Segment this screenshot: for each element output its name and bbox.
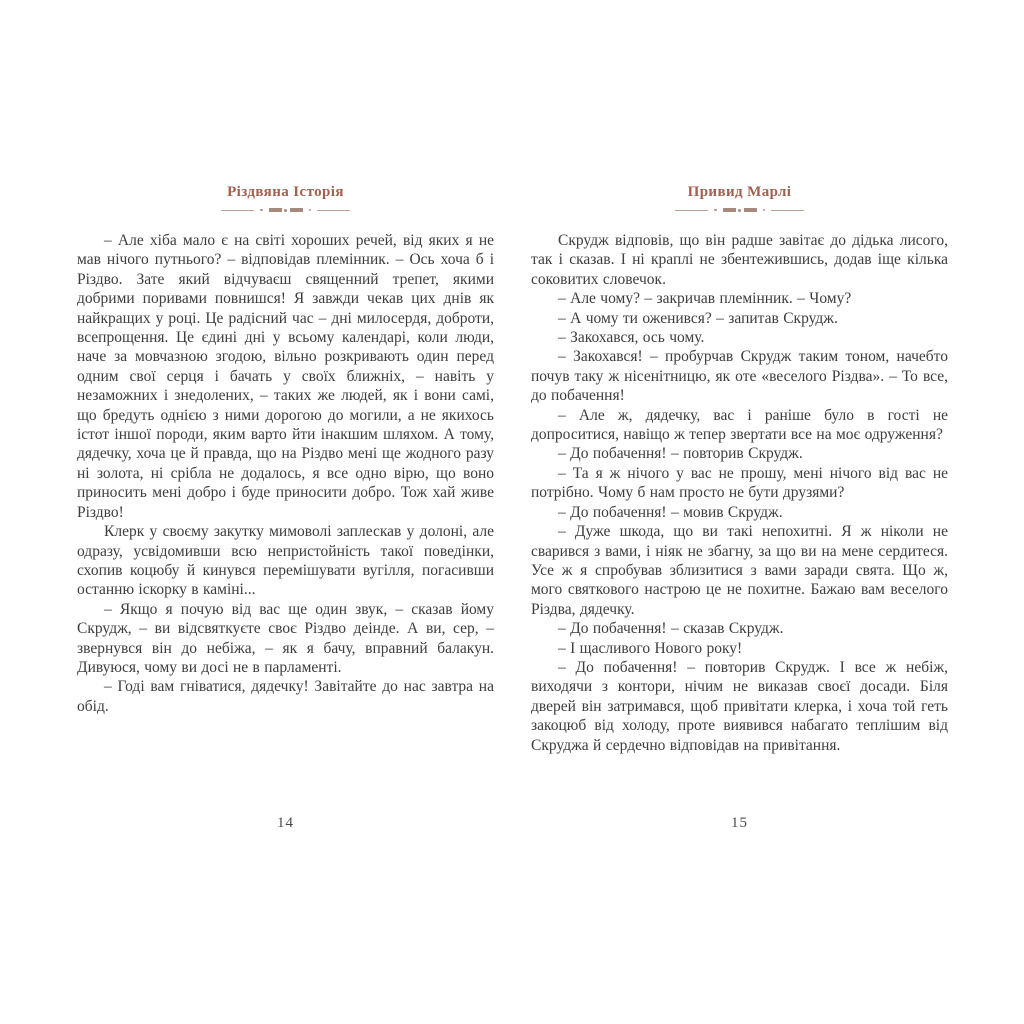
ornament-dot-icon (763, 209, 766, 212)
paragraph: – До побачення! – повторив Скрудж. І все ж небіж, виходячи з контори, нічим не виказав своєї досади. Біля дверей він затримався, щоб привітати клерка, і хоча той геть закоцюб від холоду, проте виявився набагато теплішим від Скруджа й сердечно відповідав на привітання. (531, 658, 948, 754)
ornament-rule-icon (675, 210, 708, 211)
paragraph: Клерк у своєму закутку мимоволі заплескав у долоні, але одразу, усвідомивши всю непристойність такої поведінки, схопив коцюбу й кинувся перемішувати вугілля, погасивши останню іскорку в каміні... (77, 523, 494, 599)
ornament-dash-icon (290, 208, 303, 212)
ornament-dot-icon (260, 209, 263, 212)
paragraph: – Дуже шкода, що ви такі непохитні. Я ж ніколи не сварився з вами, і ніяк не збагну, за що ви на мене сердитеся. Усе ж я спробував зблизитися з вами заради свята. Що ж, мого святкового настрою це не похитне. Бажаю вам веселого Різдва, дядечку. (531, 523, 948, 618)
ornament-rule-icon (221, 210, 254, 211)
paragraph: – Якщо я почую від вас ще один звук, – сказав йому Скрудж, – ви відсвяткуєте своє Різдво деінде. А ви, сер, – звернувся він до небіжа, – як я бачу, вправний балакун. Дивуюся, чому ви досі не в парламенті. (77, 600, 494, 676)
header-ornament-icon (77, 206, 494, 214)
paragraph: – Але чому? – закричав племінник. – Чому? (558, 290, 852, 308)
paragraph: – І щасливого Нового року! (558, 639, 743, 657)
paragraph: – Але хіба мало є на світі хороших речей, від яких я не мав нічого путнього? – відповідав племінник. – Ось хоча б і Різдво. Зате який відчуваєш священний трепет, якими добрими поривами повнишся! Я завжди чекав цих днів як найкращих у році. Це радісний час – дні милосердя, доброти, всепрощення. Це єдині дні у всьому календарі, коли люди, наче за мовчазною згодою, вільно розкривають один перед одним свої серця і бачать у своїх ближніх, – навіть у незаможних і знедолених, – таких же людей, як і вони самі, що бредуть однією з ними дорогою до могили, а не якихось істот іншої породи, яким варто йти інакшим шляхом. А тому, дядечку, хоча це й правда, що на Різдво мені ще жодного разу ні золота, ні срібла не додалось, я все одно вірю, що воно приносить мені добро і буде приносити добро. Тож хай живе Різдво! (77, 232, 494, 521)
ornament-rule-icon (771, 210, 804, 211)
paragraph: – До побачення! – сказав Скрудж. (558, 620, 784, 638)
paragraph: – Закохався, ось чому. (558, 329, 705, 347)
page-number-right: 15 (731, 815, 748, 831)
ornament-dot-icon (284, 209, 287, 212)
paragraph: – До побачення! – мовив Скрудж. (558, 503, 783, 521)
paragraph: – До побачення! – повторив Скрудж. (558, 445, 803, 463)
paragraph: – А чому ти оженився? – запитав Скрудж. (558, 309, 838, 327)
paragraph: – Та я ж нічого у вас не прошу, мені нічого від вас не потрібно. Чому б нам просто не бути друзями? (531, 464, 948, 502)
running-header-left: Різдвяна Історія (227, 184, 344, 200)
ornament-dash-icon (723, 208, 736, 212)
page-left (77, 183, 494, 873)
page-right (531, 183, 948, 873)
header-ornament-icon (531, 206, 948, 214)
paragraph: Скрудж відповів, що він радше завітає до дідька лисого, так і сказав. І ні краплі не збентежившись, додав іще кілька соковитих словечок. (531, 232, 948, 288)
page-body-left (77, 231, 494, 716)
paragraph: – Але ж, дядечку, вас і раніше було в гості не допроситися, навіщо ж тепер звертати все на моє одруження? (531, 406, 948, 444)
page-body-right (531, 231, 948, 755)
ornament-dot-icon (738, 209, 741, 212)
ornament-dash-icon (744, 208, 757, 212)
running-header-right: Привид Марлі (687, 184, 792, 200)
ornament-dash-icon (269, 208, 282, 212)
page-number-left: 14 (277, 815, 294, 831)
ornament-dot-icon (309, 209, 312, 212)
paragraph: – Закохався! – пробурчав Скрудж таким тоном, начебто почув таку ж нісенітницю, як оте «веселого Різдва». – То все, до побачення! (531, 348, 948, 405)
ornament-rule-icon (317, 210, 350, 211)
ornament-dot-icon (714, 209, 717, 212)
paragraph: – Годі вам гніватися, дядечку! Завітайте до нас завтра на обід. (77, 678, 494, 715)
